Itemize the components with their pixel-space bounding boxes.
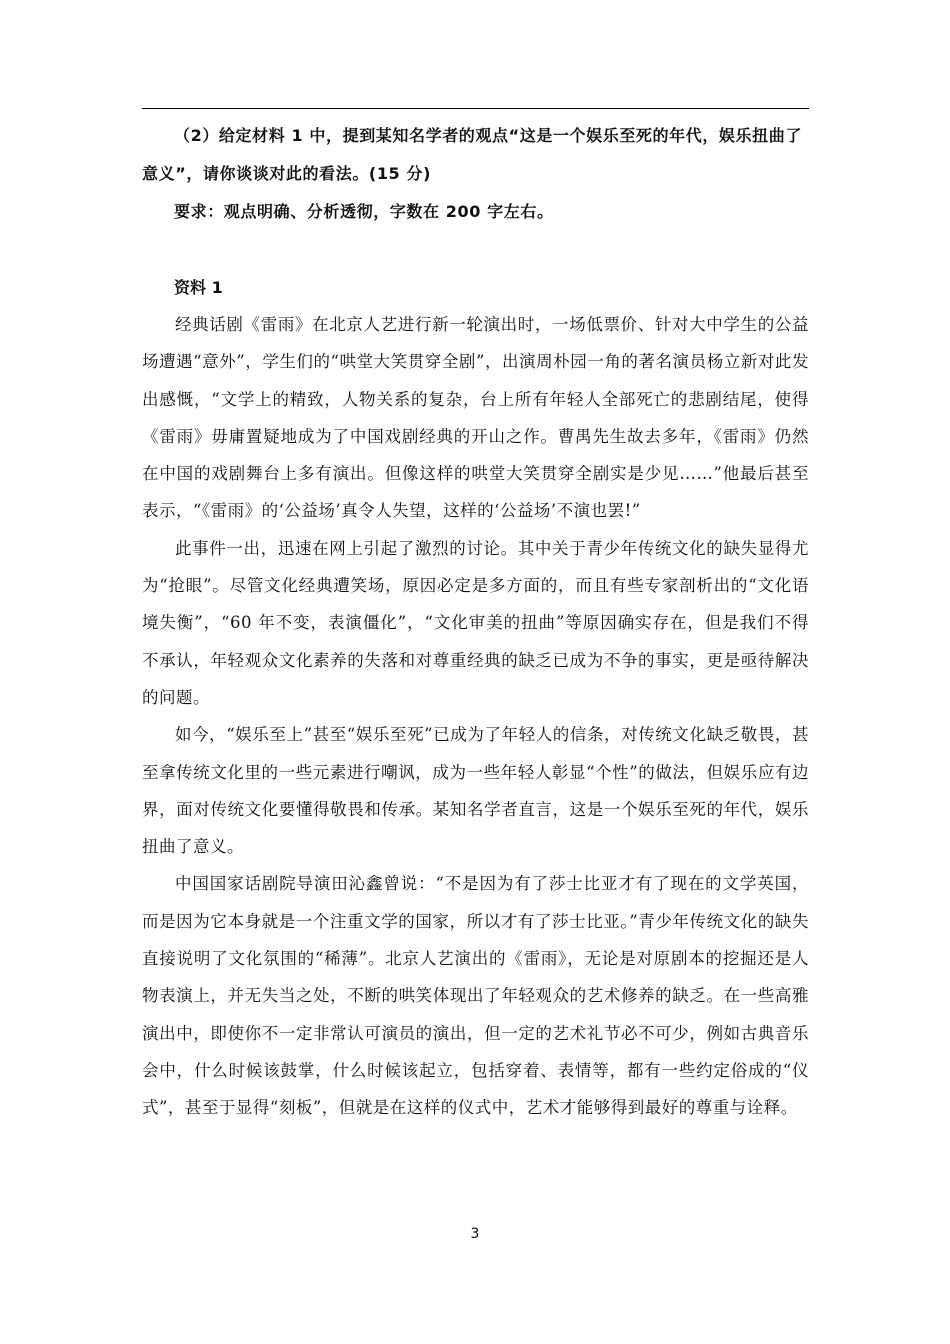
material-body <box>142 306 809 1127</box>
page-content <box>142 117 809 1127</box>
material-paragraph: 中国国家话剧院导演田沁鑫曾说：“不是因为有了莎士比亚才有了现在的文学英国，而是因为它本身就是一个注重文学的国家，所以才有了莎士比亚。”青少年传统文化的缺失直接说明了文化氛围的“稀薄”。北京人艺演出的《雷雨》，无论是对原剧本的挖掘还是人物表演上，并无失当之处，不断的哄笑体现出了年轻观众的艺术修养的缺乏。在一些高雅演出中，即使你不一定非常认可演员的演出，但一定的艺术礼节必不可少，例如古典音乐会中，什么时候该鼓掌，什么时候该起立，包括穿着、表情等，都有一些约定俗成的“仪式”，甚至于显得“刻板”，但就是在这样的仪式中，艺术才能够得到最好的尊重与诠释。 <box>142 874 809 1118</box>
material-paragraph: 此事件一出，迅速在网上引起了激烈的讨论。其中关于青少年传统文化的缺失显得尤为“抢眼”。尽管文化经典遭笑场，原因必定是多方面的，而且有些专家剖析出的“文化语境失衡”，“60 年不变，表演僵化”，“文化审美的扭曲”等原因确实存在，但是我们不得不承认，年轻观众文化素养的失落和对尊重经典的缺乏已成为不争的事实，更是亟待解决的问题。 <box>142 538 809 707</box>
material-paragraph: 如今，“娱乐至上”甚至“娱乐至死”已成为了年轻人的信条，对传统文化缺乏敬畏，甚至拿传统文化里的一些元素进行嘲讽，成为一些年轻人彰显“个性”的做法，但娱乐应有边界，面对传统文化要懂得敬畏和传承。某知名学者直言，这是一个娱乐至死的年代，娱乐扭曲了意义。 <box>142 725 809 857</box>
question-requirement: 要求：观点明确、分析透彻，字数在 200 字左右。 <box>174 202 554 221</box>
material-title: 资料 1 <box>174 278 223 297</box>
header-rule <box>142 108 809 109</box>
question-block <box>142 117 809 231</box>
blank-line <box>142 231 809 269</box>
material-paragraph: 经典话剧《雷雨》在北京人艺进行新一轮演出时，一场低票价、针对大中学生的公益场遭遇“意外”，学生们的“哄堂大笑贯穿全剧”，出演周朴园一角的著名演员杨立新对此发出感慨，“文学上的精致，人物关系的复杂，台上所有年轻人全部死亡的悲剧结尾，使得《雷雨》毋庸置疑地成为了中国戏剧经典的开山之作。曹禺先生故去多年，《雷雨》仍然在中国的戏剧舞台上多有演出。但像这样的哄堂大笑贯穿全剧实是少见……”他最后甚至表示，“《雷雨》的‘公益场’真令人失望，这样的‘公益场’不演也罢!” <box>142 315 809 521</box>
page-number: 3 <box>470 1226 480 1242</box>
question-prompt: （2）给定材料 1 中，提到某知名学者的观点“这是一个娱乐至死的年代，娱乐扭曲了意义”，请你谈谈对此的看法。(15 分) <box>142 126 802 183</box>
